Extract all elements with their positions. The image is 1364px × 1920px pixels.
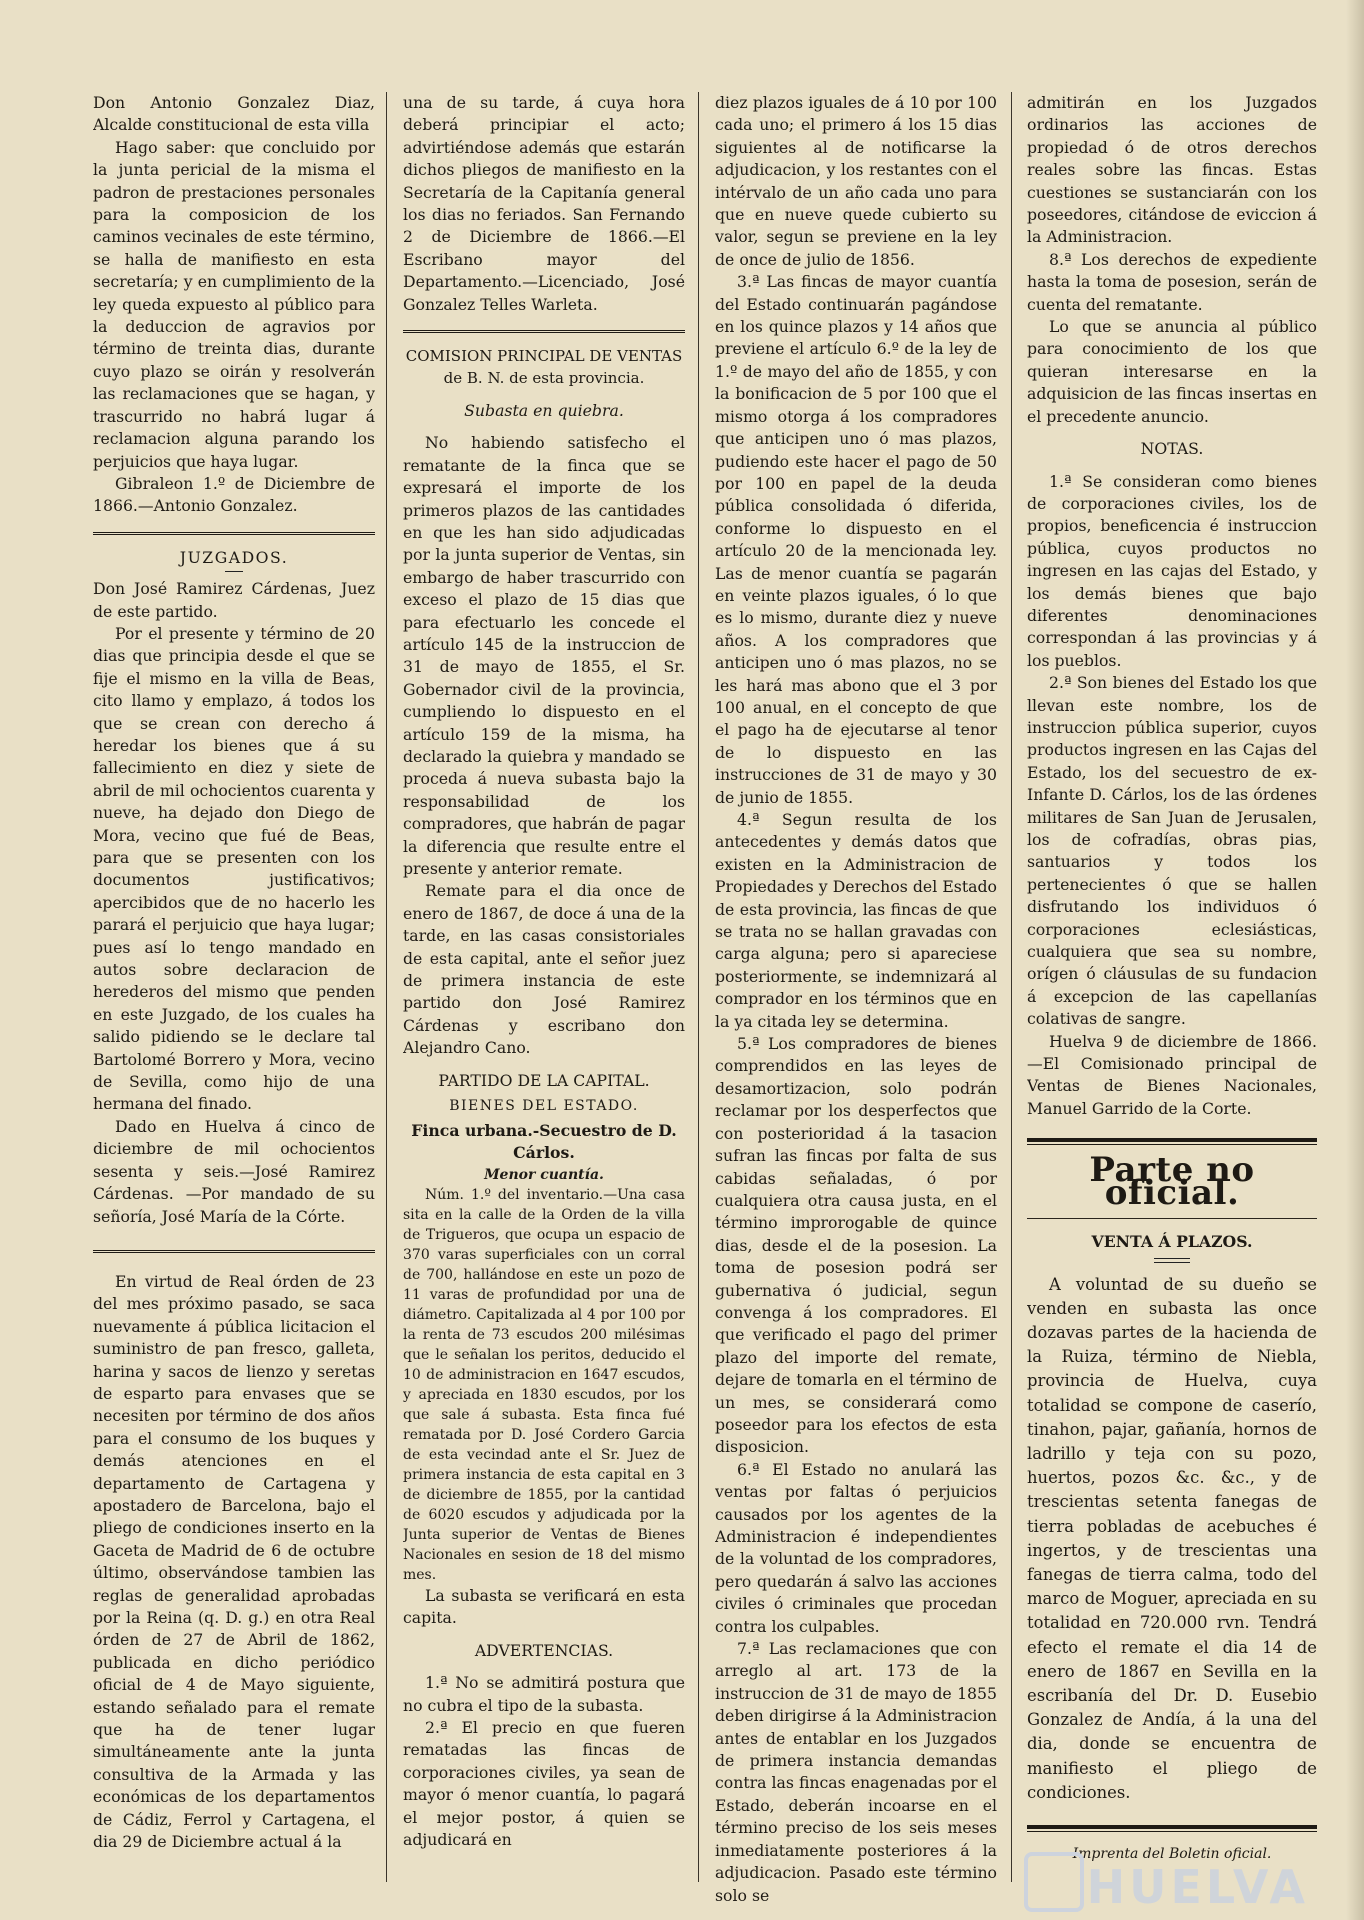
- advertencia-6: 6.ª El Estado no anulará las ventas por faltas ó perjuicios causados por los agentes de la Administracion é independientes de la voluntad de los compradores, pero quedarán á salvo las acciones civiles ó criminales que procedan contra los culpables.: [715, 1459, 997, 1636]
- section-rule: [93, 1250, 375, 1253]
- menor-cuantia: Menor cuantía.: [484, 1166, 604, 1183]
- comision-title: COMISION PRINCIPAL DE VENTAS de B. N. de esta provincia.: [405, 347, 683, 388]
- judge-signature: Dado en Huelva á cinco de diciembre de mil ochocientos sesenta y seis.—José Ramirez Cárdenas. —Por mandado de su señoría, José María de la Córte.: [93, 1116, 375, 1226]
- column-divider: [386, 92, 387, 1882]
- subasta-capital: La subasta se verificará en esta capita.: [403, 1585, 685, 1628]
- comisionado-signature: Huelva 9 de diciembre de 1866.—El Comisionado principal de Ventas de Bienes Nacionales, Manuel Garrido de la Corte.: [1027, 1031, 1317, 1118]
- notas-title: NOTAS.: [1140, 439, 1204, 459]
- section-rule: [1027, 1825, 1317, 1832]
- nota-1: 1.ª Se consideran como bienes de corporaciones civiles, los de propios, beneficencia é instruccion pública, cuyos productos no ingresen en las cajas del Estado, y los demás bienes que bajo diferentes denominaciones correspondan á las provincias y á los pueblos.: [1027, 471, 1317, 670]
- section-rule: [1027, 1138, 1317, 1145]
- remate-body: Remate para el dia once de enero de 1867, de doce á una de la tarde, en las casas consistoriales de esta capital, ante el señor juez de primera instancia de este partido don José Ramirez Cárdenas y escribano don Alejandro Cano.: [403, 881, 685, 1058]
- advertencia-5: 5.ª Los compradores de bienes comprendidos en las leyes de desamortizacion, solo podrán reclamar por los desperfectos que con posterioridad á la tasacion sufran las fincas por falta de sus cabidas señaladas, ó por cualquiera otra causa justa, en el término improrogable de quince dias, desde el de la posesion. La toma de posesion podrá ser gubernativa ó judicial, segun convenga á los compradores. El que verificado el pago del primer plazo del importe del remate, dejare de tomarla en el término de un mes, se considerará como poseedor para los efectos de esta disposicion.: [715, 1034, 997, 1457]
- advertencias-title: ADVERTENCIAS.: [474, 1640, 614, 1660]
- dash: [1154, 1258, 1190, 1263]
- column-4: [1027, 92, 1317, 1864]
- archive-logo-icon: [1024, 1852, 1084, 1912]
- anuncio-body: Lo que se anuncia al público para conocimiento de los que quieran interesarse en la adquisicion de las fincas insertas en el precedente anuncio.: [1027, 317, 1317, 426]
- section-title-juzgados: JUZGADOS.: [179, 547, 289, 567]
- column-divider: [698, 92, 699, 1882]
- dash: [225, 571, 243, 572]
- notice-heading: Don Antonio Gonzalez Diaz, Alcalde constitucional de esta villa: [93, 93, 375, 135]
- imprenta-footer: Imprenta del Boletin oficial.: [1072, 1845, 1272, 1862]
- section-rule: [403, 330, 685, 333]
- section-rule: [93, 532, 375, 535]
- notice-body: Hago saber: que concluido por la junta pericial de la misma el padron de prestaciones personales para la composicion de los caminos vecinales de este término, se halla de manifiesto en esta secretaría; y en cumplimiento de la ley queda expuesto al público para la deduccion de agravios por término de treinta dias, durante cuyo plazo se oirán y resolverán las reclamaciones que se hagan, y trascurrido no habrá lugar á reclamacion alguna parando los perjuicios que haya lugar.: [93, 137, 375, 471]
- column-1: [93, 92, 375, 1853]
- archive-watermark: HUELVA: [1086, 1860, 1309, 1914]
- venta-title: VENTA Á PLAZOS.: [1091, 1232, 1253, 1252]
- partido-title: PARTIDO DE LA CAPITAL.: [438, 1070, 650, 1090]
- column-3: [715, 92, 997, 1907]
- column-divider: [1011, 92, 1012, 1882]
- supply-notice-cont: una de su tarde, á cuya hora deberá principiar el acto; advirtiéndose además que estarán dichos pliegos de manifiesto en la Secretaría de la Capitanía general los dias no feriados. San Fernando 2 de Diciembre de 1866.—El Escribano mayor del Departamento.—Licenciado, José Gonzalez Telles Warleta.: [403, 93, 685, 314]
- nota-2: 2.ª Son bienes del Estado los que llevan este nombre, los de instruccion pública superior, cuyos productos ingresen en las Cajas del Estado, los del secuestro de ex-Infante D. Cárlos, los de las órdenes militares de San Juan de Jerusalen, los de cofradías, obras pias, santuarios y todos los pertenecientes ó que se hallen disfrutando los individuos ó corporaciones eclesiásticas, cualquiera que sea su nombre, orígen ó cláusulas de su fundacion á excepcion de las capellanías colativas de sangre.: [1027, 673, 1317, 1029]
- advertencia-7-cont: admitirán en los Juzgados ordinarios las acciones de propiedad ó de otros derechos reales sobre las fincas. Estas cuestiones se sustanciarán con los poseedores, citándose de eviccion á la Administracion.: [1027, 93, 1317, 247]
- advertencia-8: 8.ª Los derechos de expediente hasta la toma de posesion, serán de cuenta del rematante.: [1027, 249, 1317, 314]
- advertencia-7: 7.ª Las reclamaciones que con arreglo al art. 173 de la instruccion de 31 de mayo de 1855 deben dirigirse á la Administracion antes de entablar en los Juzgados de primera instancia demandas contra las fincas enagenadas por el Estado, deberán incoarse en el término preciso de los seis meses inmediatamente posteriores á la adjudicacion. Pasado este término solo se: [715, 1639, 997, 1905]
- advertencia-1: 1.ª No se admitirá postura que no cubra el tipo de la subasta.: [403, 1673, 685, 1715]
- advertencia-2: 2.ª El precio en que fueren rematadas las fincas de corporaciones civiles, ya sean de mayor ó menor cuantía, lo pagará el mejor postor, á quien se adjudicará en: [403, 1717, 685, 1849]
- advertencia-2-cont: diez plazos iguales de á 10 por 100 cada uno; el primero á los 15 dias siguientes al de notificarse la adjudicacion, y los restantes con el intérvalo de un año cada uno para que en nueve quede cubierto su valor, segun se previene en la ley de once de julio de 1856.: [715, 93, 997, 269]
- supply-notice: En virtud de Real órden de 23 del mes próximo pasado, se saca nuevamente á pública licitacion el suministro de pan fresco, galleta, harina y sacos de lienzo y seretas de esparto para envases que se necesiten por término de dos años para el consumo de los buques y demás atenciones en el departamento de Cartagena y apostadero de Barcelona, bajo el pliego de condiciones inserto en la Gaceta de Madrid de 6 de octubre último, observándose tambien las reglas de generalidad aprobadas por la Reina (q. D. g.) en otra Real órden de 27 de Abril de 1862, publicada en dicho periódico oficial de 4 de Mayo siguiente, estando señalado para el remate que ha de tener lugar simultáneamente ante la junta consultiva de la Armada y las económicas de los departamentos de Cádiz, Ferrol y Cartagena, el dia 29 de Diciembre actual á la: [93, 1271, 375, 1852]
- judge-heading: Don José Ramirez Cárdenas, Juez de este partido.: [93, 579, 375, 621]
- subasta-subtitle: Subasta en quiebra.: [464, 400, 624, 420]
- finca-title: Finca urbana.-Secuestro de D. Cárlos.: [411, 1121, 677, 1163]
- section-rule: [1027, 1218, 1317, 1219]
- quiebra-body: No habiendo satisfecho el rematante de la finca que se expresará el importe de los primeros plazos de las cantidades en que les han sido adjudicadas por la junta superior de Ventas, sin embargo de haber trascurrido con exceso el plazo de 15 dias que para efectuarlo les concede el artículo 145 de la instruccion de 31 de mayo de 1855, el Sr. Gobernador civil de la provincia, cumpliendo lo dispuesto en el artículo 159 de la misma, ha declarado la quiebra y mandado se proceda á nueva subasta bajo la responsabilidad de los compradores, que habrán de pagar la diferencia que resulte entre el presente y anterior remate.: [403, 433, 685, 878]
- venta-body: A voluntad de su dueño se venden en subasta las once dozavas partes de la hacienda de la Ruiza, término de Niebla, provincia de Huelva, cuya totalidad se compone de caserío, tinahon, pajar, gañanía, hornos de ladrillo y teja con su pozo, huertos, pozos &c. &c., y de trescientas setenta fanegas de tierra pobladas de acebuches é ingertos, y de trescientas una fanegas de tierra calma, todo del marco de Moguer, apreciada en su totalidad en 720.000 rvn. Tendrá efecto el remate el dia 14 de enero de 1867 en Sevilla en la escribanía del Dr. D. Eusebio Gonzalez de Andía, á la una del dia, donde se encuentra de manifiesto el pliego de condiciones.: [1027, 1274, 1317, 1802]
- inventario-body: Núm. 1.º del inventario.—Una casa sita en la calle de la Orden de la villa de Trigueros, que ocupa un espacio de 370 varas superficiales con un corral de 700, hallándose en este un pozo de 11 varas de profundidad por una de diámetro. Capitalizada al 4 por 100 por la renta de 73 escudos 200 milésimas que le señalan los peritos, deducido el 10 de administracion en 1647 escudos, y apreciada en 1830 escudos, por los que sale á subasta. Esta finca fué rematada por D. José Cordero Garcia de esta vecindad ante el Sr. Juez de primera instancia de esta capital en 3 de diciembre de 1855, por la cantidad de 6020 escudos y adjudicada por la Junta superior de Ventas de Bienes Nacionales en sesion de 18 del mismo mes.: [403, 1186, 685, 1583]
- bienes-title: BIENES DEL ESTADO.: [449, 1098, 639, 1115]
- column-2: [403, 92, 685, 1851]
- notice-signature: Gibraleon 1.º de Diciembre de 1866.—Antonio Gonzalez.: [93, 473, 375, 516]
- judge-body: Por el presente y término de 20 dias que principia desde el que se fije el mismo en la villa de Beas, cito llamo y emplazo, á todos los que se crean con derecho á heredar los bienes que á su fallecimiento en diez y siete de abril de mil ochocientos cuarenta y nueve, ha dejado don Diego de Mora, vecino que fué de Beas, para que se presenten con los documentos justificativos; apercibidos que de no hacerlo les parará el perjuicio que haya lugar; pues así lo tengo mandado en autos sobre declaracion de herederos del mismo que penden en este Juzgado, de los cuales ha salido pidiendo se le declare tal Bartolomé Borrero y Mora, vecino de Sevilla, como hijo de una hermana del finado.: [93, 623, 375, 1114]
- advertencia-3: 3.ª Las fincas de mayor cuantía del Estado continuarán pagándose en los quince plazos y 14 años que previene el artículo 6.º de la ley de 1.º de mayo del año de 1855, y con la bonificacion de 5 por 100 que el mismo otorga á los compradores que anticipen uno ó mas plazos, pudiendo este hacer el pago de 50 por 100 en papel de la deuda pública consolidada ó diferida, conforme lo dispuesto en el artículo 20 de la mencionada ley. Las de menor cuantía se pagarán en veinte plazos iguales, ó lo que es lo mismo, durante diez y nueve años. A los compradores que anticipen uno ó mas plazos, no se les hará mas abono que el 3 por 100 anual, en el concepto de que el pago ha de ejecutarse al tenor de lo dispuesto en las instrucciones de 31 de mayo y 30 de junio de 1855.: [715, 272, 997, 807]
- advertencia-4: 4.ª Segun resulta de los antecedentes y demás datos que existen en la Administracion de Propiedades y Derechos del Estado de esta provincia, las fincas de que se trata no se hallan gravadas con carga alguna; pero si apareciese posteriormente, se indemnizará al comprador en los términos que en la ya citada ley se determina.: [715, 810, 997, 1031]
- parte-no-oficial-title: Parte no oficial.: [1089, 1150, 1255, 1213]
- page-edge-shadow: [1346, 0, 1364, 1920]
